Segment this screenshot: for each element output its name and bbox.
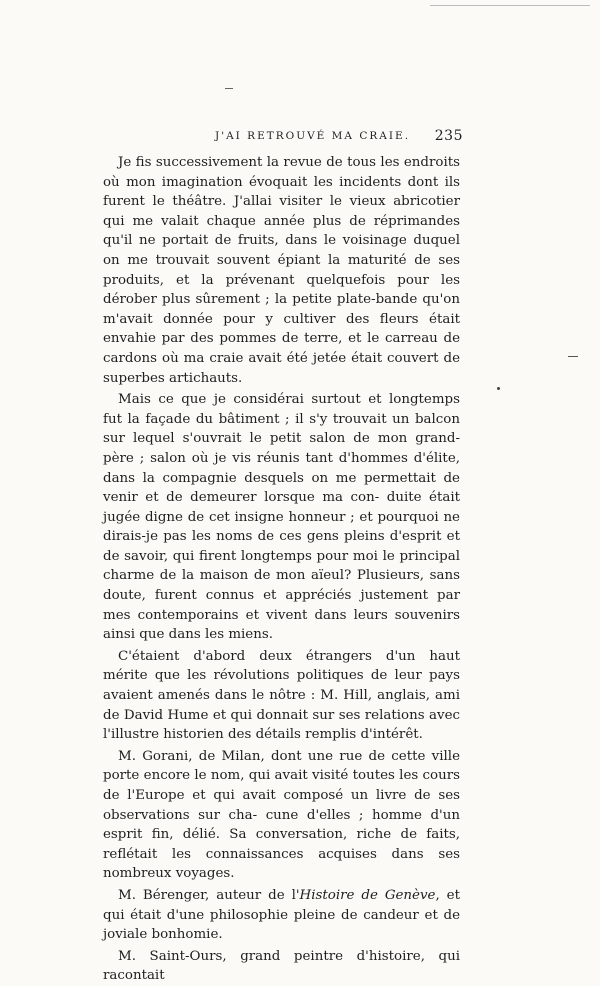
paragraph [103, 153, 460, 388]
text-line: M. Bérenger, auteur de l'Histoire de Genève, et qui [103, 887, 460, 923]
paragraph [103, 747, 460, 884]
text-line: M. Gorani, de Milan, dont une rue de cette ville porte [103, 748, 460, 784]
page-number: 235 [434, 128, 463, 144]
paragraph [103, 947, 460, 986]
page-header [100, 130, 463, 146]
paragraph [103, 886, 460, 945]
book-title: Histoire de Genève [299, 887, 436, 903]
text-line: avait été jetée était couvert de superbes artichauts. [103, 350, 460, 386]
text-line: Mais ce que je considérai surtout et longtemps fut la [103, 392, 460, 427]
text-line: M. Saint-Ours, grand peintre d'histoire, qui racontait [103, 948, 460, 984]
text-line: vivent dans leurs souvenirs ainsi que dans les miens. [103, 607, 460, 643]
text-line: connus et appréciés justement par mes contemporains et [103, 588, 460, 623]
text-line: façade du bâtiment ; il s'y trouvait un balcon sur lequel [103, 411, 460, 447]
text-line: mon imagination évoquait les incidents dont ils furent le [103, 174, 461, 210]
text-line: théâtre. J'allai visiter le vieux abricotier qui me valait [103, 194, 460, 229]
text-line: dans le voisinage duquel on me trouvait souvent épiant la [103, 233, 461, 268]
text-line: cune d'elles ; homme d'un esprit fin, délié. Sa conversation, [103, 807, 460, 843]
text-line: remplis d'intérêt. [305, 727, 423, 743]
text-line: riche de faits, reflétait les connaissances acquises dans [103, 827, 460, 862]
text-line: réunis tant d'hommes d'élite, dans la compagnie desquels [103, 450, 460, 486]
text-line: C'étaient d'abord deux étrangers d'un haut mérite que [103, 648, 460, 684]
text-line: on me permettait de venir et de demeurer lorsque ma con- [103, 470, 460, 506]
text-line: les révolutions politiques de leur pays avaient amenés [103, 668, 460, 704]
text-line: chaque année plus de réprimandes qu'il ne portait de fruits, [103, 213, 461, 249]
running-title: J'AI RETROUVÉ MA CRAIE. [215, 130, 411, 142]
text-line: savoir, qui firent longtemps pour moi le principal charme [103, 548, 460, 584]
text-line: Je fis successivement la revue de tous les endroits où [103, 155, 460, 190]
text-line: de la maison de mon aïeul? Plusieurs, sans doute, furent [103, 568, 460, 604]
text-line: m'avait donnée pour y cultiver des fleurs était envahie par [103, 311, 460, 347]
text-line: s'ouvrait le petit salon de mon grand-père ; salon où je vis [103, 431, 460, 466]
text-line: dans le nôtre : M. Hill, anglais, ami de David Hume et qui [103, 688, 460, 723]
paragraph [103, 390, 460, 645]
text-line: des pommes de terre, et le carreau de cardons où ma craie [103, 331, 460, 366]
body-text [103, 153, 460, 986]
text-line: maturité de ses produits, et la prévenant quelquefois pour [103, 252, 460, 288]
text-line: encore le nom, qui avait visité toutes les cours de l'Europe [103, 768, 460, 803]
paragraph [103, 647, 460, 745]
scan-dot-right [497, 387, 500, 390]
text-line: duite était jugée digne de cet insigne honneur ; et pourquoi [103, 490, 460, 525]
text-line: ne dirais-je pas les noms de ces gens pleins d'esprit et de [103, 509, 460, 564]
text-line: ses nombreux voyages. [103, 846, 460, 882]
text-line: et qui avait composé un livre de ses observations sur cha- [103, 788, 460, 823]
scan-mark-top-right [430, 5, 590, 6]
text-line: était d'une philosophie pleine de candeur et de joviale [103, 907, 460, 943]
scan-mark-right [568, 356, 578, 357]
text-line: bonhomie. [151, 927, 223, 943]
text-line: les dérober plus sûrement ; la petite plate-bande qu'on [103, 272, 460, 308]
text-line: donnait sur ses relations avec l'illustre historien des détails [103, 707, 460, 743]
scan-mark-top [225, 88, 233, 89]
